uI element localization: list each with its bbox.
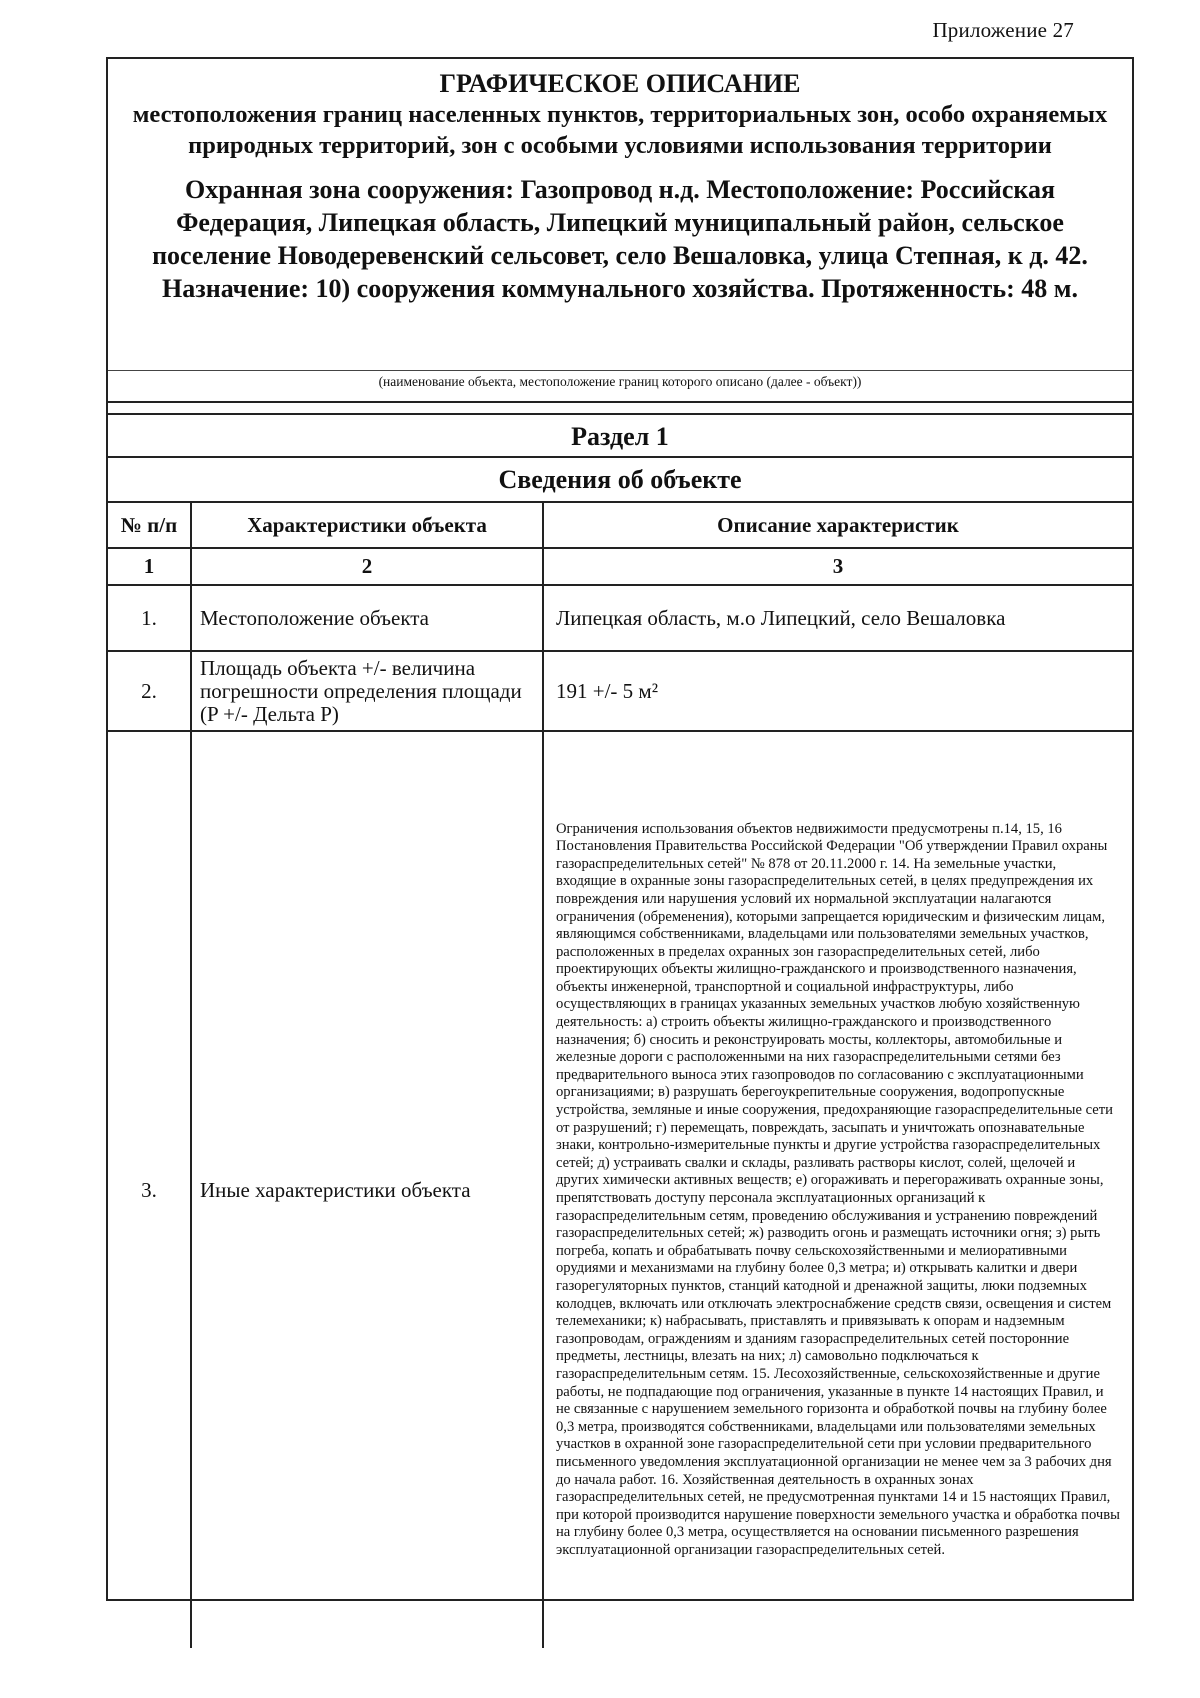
document-title: ГРАФИЧЕСКОЕ ОПИСАНИЕ [439,69,801,98]
object-description: Охранная зона сооружения: Газопровод н.д. Местоположение: Российская Федерация, Липецкая область, Липецкий муниципальный район, сельское поселение Новодеревенский сельсовет, село Вешаловка, улица Степная, к д. 42. Назначение: 10) сооружения коммунального хозяйства. Протяженность: 48 м. [152,175,1088,303]
object-caption: (наименование объекта, местоположение границ которого описано (далее - объект)) [108,371,1132,403]
column-number-1: 1 [108,549,192,584]
column-header-number: № п/п [108,503,192,547]
appendix-label: Приложение 27 [932,18,1074,42]
column-number-3: 3 [832,554,844,578]
document-header [108,59,1132,371]
document-subtitle: местоположения границ населенных пунктов, территориальных зон, особо охраняемых природных территорий, зон с особыми условиями использования территории [132,101,1108,159]
column-header-characteristic: Характеристики объекта [192,503,544,547]
table-row [108,652,1132,732]
column-number-2: 2 [192,549,544,584]
row-description: Липецкая область, м.о Липецкий, село Вешаловка [556,605,1006,630]
table-row [108,732,1132,1648]
spacer [108,403,1132,413]
document-frame [106,57,1134,1601]
section-subtitle: Сведения об объекте [108,458,1132,503]
characteristics-table [108,503,1132,1648]
row-number: 1. [108,586,192,650]
row-characteristic: Площадь объекта +/- величина погрешности определения площади (P +/- Дельта P) [192,652,544,730]
row-number: 2. [108,652,192,730]
table-row [108,586,1132,652]
row-characteristic: Местоположение объекта [192,586,544,650]
row-description: 191 +/- 5 м² [556,678,659,703]
column-numbers-row [108,549,1132,586]
table-header-row [108,503,1132,549]
row-description-restrictions: Ограничения использования объектов недвижимости предусмотрены п.14, 15, 16 Постановления Правительства Российской Федерации "Об утверждении Правил охраны газораспределительных сетей" № 878 от 20.11.2000 г. 14. На земельные участки, входящие в охранные зоны газораспределительных сетей, в целях предупреждения их повреждения или нарушения условий их нормальной эксплуатации налагаются ограничения (обременения), которыми запрещается юридическим и физическим лицам, являющимся собственниками, владельцами или пользователями земельных участков, расположенных в пределах охранных зон газораспределительных сетей, либо проектирующих объекты жилищно-гражданского и производственного назначения, объекты инженерной, транспортной и социальной инфраструктуры, либо осуществляющих в границах указанных земельных участков любую хозяйственную деятельность: а) строить объекты жилищно-гражданского и производственного назначения; б) сносить и реконструировать мосты, коллекторы, автомобильные и железные дороги с расположенными на них газораспределительными сетями без предварительного выноса этих газопроводов по согласованию с эксплуатационными организациями; в) разрушать берегоукрепительные сооружения, водопропускные устройства, земляные и иные сооружения, предохраняющие газораспределительные сети от разрушений; г) перемещать, повреждать, засыпать и уничтожать опознавательные знаки, контрольно-измерительные пункты и другие устройства газораспределительных сетей; д) устраивать свалки и склады, разливать растворы кислот, солей, щелочей и других химически активных веществ; е) огораживать и перегораживать охранные зоны, препятствовать доступу персонала эксплуатационных организаций к газораспределительным сетям, проведению обслуживания и устранению повреждений газораспределительных сетей; ж) разводить огонь и размещать источники огня; з) рыть погреба, копать и обрабатывать почву сельскохозяйственными и мелиоративными орудиями и механизмами на глубину более 0,3 метра; и) открывать калитки и двери газорегуляторных пунктов, станций катодной и дренажной защиты, люки подземных колодцев, включать или отключать электроснабжение средств связи, освещения и систем телемеханики; к) набрасывать, приставлять и привязывать к опорам и надземным газопроводам, ограждениям и зданиям газораспределительных сетей посторонние предметы, лестницы, влезать на них; л) самовольно подключаться к газораспределительным сетям. 15. Лесохозяйственные, сельскохозяйственные и другие работы, не подпадающие под ограничения, указанные в пункте 14 настоящих Правил, и не связанные с нарушением земельного горизонта и обработкой почвы на глубину более 0,3 метра, производятся собственниками, владельцами или пользователями земельных участков в охранной зоне газораспределительной сети при условии предварительного письменного уведомления эксплуатационной организации не менее чем за 3 рабочих дня до начала работ. 16. Хозяйственная деятельность в охранных зонах газораспределительных сетей, не предусмотренная пунктами 14 и 15 настоящих Правил, при которой производится нарушение поверхности земельного участка и обработка почвы на глубину более 0,3 метра, осуществляется на основании письменного разрешения эксплуатационной организации газораспределительных сетей. [556,820,1120,1558]
row-number: 3. [108,732,192,1648]
row-characteristic: Иные характеристики объекта [192,732,544,1648]
section-title: Раздел 1 [108,413,1132,458]
column-header-description: Описание характеристик [717,512,959,537]
